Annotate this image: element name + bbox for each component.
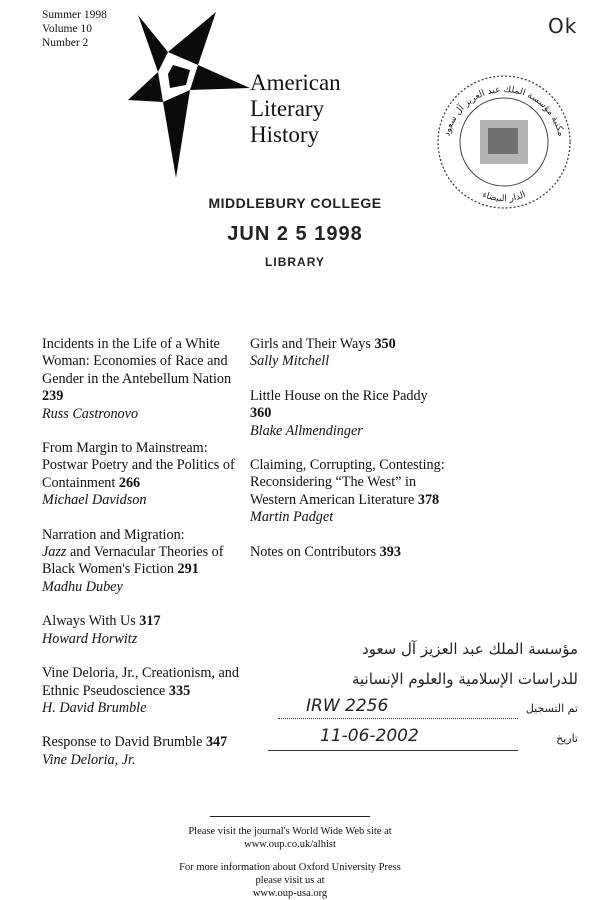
entry-author: H. David Brumble [42, 699, 147, 716]
library-received-stamp [190, 195, 400, 269]
stamp-date: JUN 2 5 1998 [227, 223, 363, 245]
entry-author: Martin Padget [250, 509, 334, 526]
registration-line-2: للدراسات الإسلامية والعلوم الإنسانية [351, 670, 578, 688]
registration-line-4 [556, 732, 578, 745]
footer [90, 816, 490, 900]
registration-line-dots [278, 718, 518, 719]
entry-author: Madhu Dubey [42, 578, 123, 595]
entry-title: Girls and Their Ways [250, 336, 371, 352]
seal-text-bottom: الدار البيضاء [480, 190, 528, 205]
entry-author: Howard Horwitz [42, 630, 138, 647]
footer-rule [210, 816, 370, 817]
footer-link[interactable]: www.oup.co.uk/alhist [244, 839, 336, 850]
entry-page: 266 [118, 474, 141, 491]
contents-entry [250, 336, 450, 371]
entry-page: 317 [139, 613, 161, 630]
library-seal-stamp [428, 70, 580, 215]
contents-entry [42, 440, 242, 510]
star-logo-icon [128, 10, 258, 180]
entry-title: Vine Deloria, Jr., Creationism, and Ethnic Pseudoscience [42, 665, 239, 699]
registration-line-1: مؤسسة الملك عبد العزيز آل سعود [362, 640, 578, 658]
entry-title: From Margin to Mainstream: Postwar Poetry and the Politics of Containment [42, 440, 235, 491]
issue-number: Number 2 [42, 37, 89, 49]
contents-entry [42, 336, 242, 423]
contents-entry [42, 734, 242, 769]
journal-title [250, 70, 341, 148]
contents-left-column [42, 336, 242, 786]
handwritten-corner-note: Ok [548, 14, 578, 38]
entry-title: Always With Us [42, 613, 136, 630]
entry-author: Blake Allmendinger [250, 422, 363, 439]
registration-line-3 [526, 702, 578, 715]
issue-season: Summer 1998 [42, 9, 107, 21]
contents-entry [250, 544, 450, 561]
entry-page: 335 [168, 682, 191, 699]
registration-number-label: تم التسجيل [525, 702, 578, 715]
stamp-institution: MIDDLEBURY COLLEGE [208, 195, 382, 211]
contents-right-column [250, 336, 450, 578]
issue-volume: Volume 10 [42, 23, 92, 35]
journal-title-line: American [250, 70, 341, 95]
entry-author: Vine Deloria, Jr. [42, 751, 136, 768]
entry-page: 393 [379, 543, 401, 560]
entry-page: 378 [417, 491, 440, 508]
entry-author: Michael Davidson [42, 492, 147, 509]
seal-text-top: مكتبة مؤسسة الملك عبد العزيز آل سعود [442, 84, 566, 138]
registration-date-value: 11-06-2002 [320, 726, 419, 746]
entry-title: Incidents in the Life of a White Woman: Economies of Race and Gender in the Antebellum Nation [42, 336, 232, 387]
svg-text:الدار البيضاء [481, 190, 527, 204]
entry-title-pre: Narration and Migration: [42, 526, 185, 543]
registration-number-value: IRW 2256 [306, 696, 389, 716]
entry-page: 239 [42, 388, 64, 405]
footer-link[interactable]: www.oup-usa.org [252, 888, 328, 899]
entry-title: Claiming, Corrupting, Contesting: Reconsidering “The West” in Western American Literature [250, 457, 445, 508]
journal-title-line: Literary [250, 96, 325, 121]
entry-author: Sally Mitchell [250, 353, 330, 370]
registration-stamp [258, 640, 578, 790]
contents-entry [250, 457, 450, 527]
entry-title: Response to David Brumble [42, 734, 203, 751]
registration-line-rule [268, 750, 518, 751]
contents-entry [250, 388, 450, 440]
journal-title-line: History [250, 122, 319, 147]
entry-page: 347 [205, 734, 228, 751]
footer-line: please visit us at [255, 875, 325, 886]
stamp-label: LIBRARY [265, 255, 325, 269]
entry-title-italic: Jazz [42, 544, 67, 561]
footer-line: Please visit the journal's World Wide Web site at [188, 826, 392, 837]
footer-line: For more information about Oxford University Press [179, 862, 401, 873]
registration-date-label: تاريخ [556, 732, 578, 745]
entry-title: Little House on the Rice Paddy [250, 387, 428, 404]
entry-title: Notes on Contributors [250, 543, 377, 560]
entry-author: Russ Castronovo [42, 405, 139, 422]
entry-page: 360 [250, 405, 272, 422]
entry-page: 350 [374, 336, 396, 352]
entry-title-post: and Vernacular Theories of Black Women's Fiction [42, 544, 224, 578]
contents-entry [42, 527, 242, 597]
issue-info [42, 8, 107, 50]
contents-entry [42, 613, 242, 648]
contents-entry [42, 665, 242, 717]
entry-page: 291 [177, 561, 199, 578]
